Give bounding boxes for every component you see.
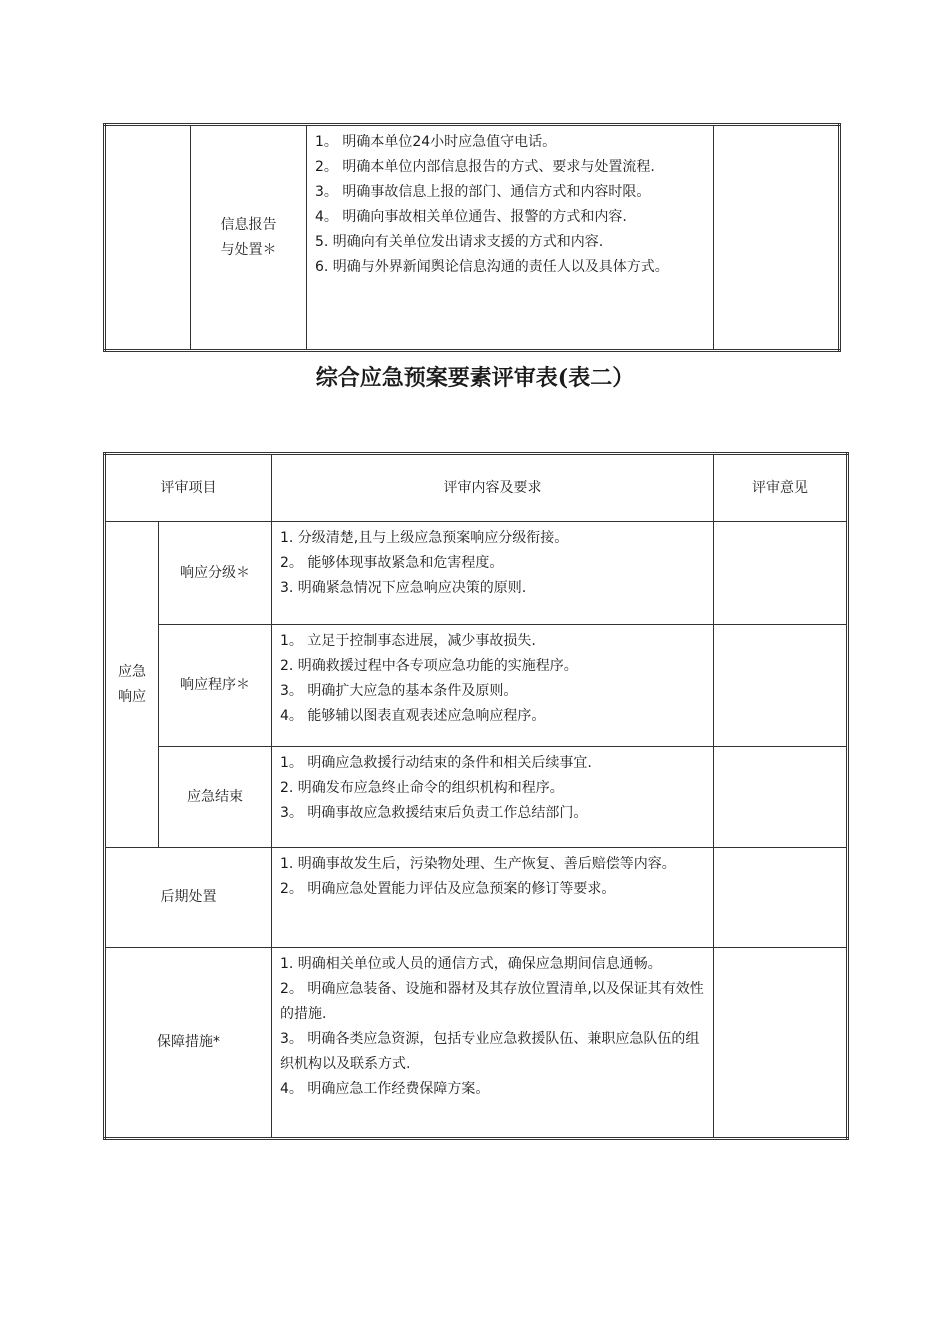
opinion-cell: [714, 125, 840, 351]
list-item: 2. 明确发布应急终止命令的组织机构和程序。: [280, 780, 564, 796]
list-item: 1。 立足于控制事态进展，减少事故损失.: [280, 633, 536, 649]
list-item: 3。 明确各类应急资源，包括专业应急救援队伍、兼职应急队伍的组织机构以及联系方式.: [280, 1031, 700, 1072]
table-row: [105, 522, 848, 625]
info-report-label-line: 信息报告: [220, 216, 277, 233]
list-item: 4。 明确应急工作经费保障方案。: [280, 1081, 490, 1097]
table-row: [105, 848, 848, 948]
row-items: [272, 848, 714, 948]
opinion-cell: [714, 747, 848, 848]
response-group-label-line: 响应: [118, 688, 146, 705]
list-item: 1. 明确相关单位或人员的通信方式，确保应急期间信息通畅。: [280, 956, 662, 972]
info-report-label-line: 与处置＊: [220, 241, 277, 258]
info-report-table: [103, 123, 841, 352]
opinion-cell: [714, 625, 848, 747]
row-items: [272, 948, 714, 1139]
row-items: [272, 625, 714, 747]
row-label: 后期处置: [105, 848, 272, 948]
table-header-row: [105, 454, 848, 522]
info-report-label: [191, 125, 307, 351]
list-item: 3。 明确扩大应急的基本条件及原则。: [280, 683, 518, 699]
list-item: 2。 明确本单位内部信息报告的方式、要求与处置流程.: [315, 159, 655, 175]
list-item: 1。 明确应急救援行动结束的条件和相关后续事宜.: [280, 755, 592, 771]
table-row: [105, 747, 848, 848]
review-table-2: [103, 452, 849, 1140]
list-item: 4。 能够辅以图表直观表述应急响应程序。: [280, 708, 546, 724]
row-items: [272, 522, 714, 625]
row-items: [272, 747, 714, 848]
response-group-label-line: 应急: [118, 663, 146, 680]
list-item: 5. 明确向有关单位发出请求支援的方式和内容.: [315, 234, 604, 250]
row-label: 应急结束: [159, 747, 272, 848]
info-report-items: [307, 125, 714, 351]
list-item: 6. 明确与外界新闻舆论信息沟通的责任人以及具体方式。: [315, 259, 669, 275]
header-review-content: 评审内容及要求: [272, 454, 714, 522]
empty-category-cell: [105, 125, 191, 351]
list-item: 1. 分级清楚,且与上级应急预案响应分级衔接。: [280, 530, 569, 546]
row-label: 响应分级＊: [159, 522, 272, 625]
list-item: 2. 明确救援过程中各专项应急功能的实施程序。: [280, 658, 578, 674]
row-label: 保障措施*: [105, 948, 272, 1139]
table-row: [105, 625, 848, 747]
list-item: 1. 明确事故发生后，污染物处理、生产恢复、善后赔偿等内容。: [280, 856, 676, 872]
header-review-item: 评审项目: [105, 454, 272, 522]
list-item: 4。 明确向事故相关单位通告、报警的方式和内容.: [315, 209, 627, 225]
opinion-cell: [714, 522, 848, 625]
opinion-cell: [714, 848, 848, 948]
list-item: 2。 明确应急处置能力评估及应急预案的修订等要求。: [280, 881, 616, 897]
header-review-opinion: 评审意见: [714, 454, 848, 522]
list-item: 2。 明确应急装备、设施和器材及其存放位置清单,以及保证其有效性的措施.: [280, 981, 704, 1022]
list-item: 3。 明确事故应急救援结束后负责工作总结部门。: [280, 805, 588, 821]
list-item: 3. 明确紧急情况下应急响应决策的原则.: [280, 580, 527, 596]
response-group-label: [105, 522, 159, 848]
list-item: 1。 明确本单位24小时应急值守电话。: [315, 134, 557, 150]
table-row: [105, 948, 848, 1139]
list-item: 2。 能够体现事故紧急和危害程度。: [280, 555, 504, 571]
opinion-cell: [714, 948, 848, 1139]
page-title: 综合应急预案要素评审表(表二）: [315, 365, 635, 391]
row-label: 响应程序＊: [159, 625, 272, 747]
list-item: 3。 明确事故信息上报的部门、通信方式和内容时限。: [315, 184, 651, 200]
